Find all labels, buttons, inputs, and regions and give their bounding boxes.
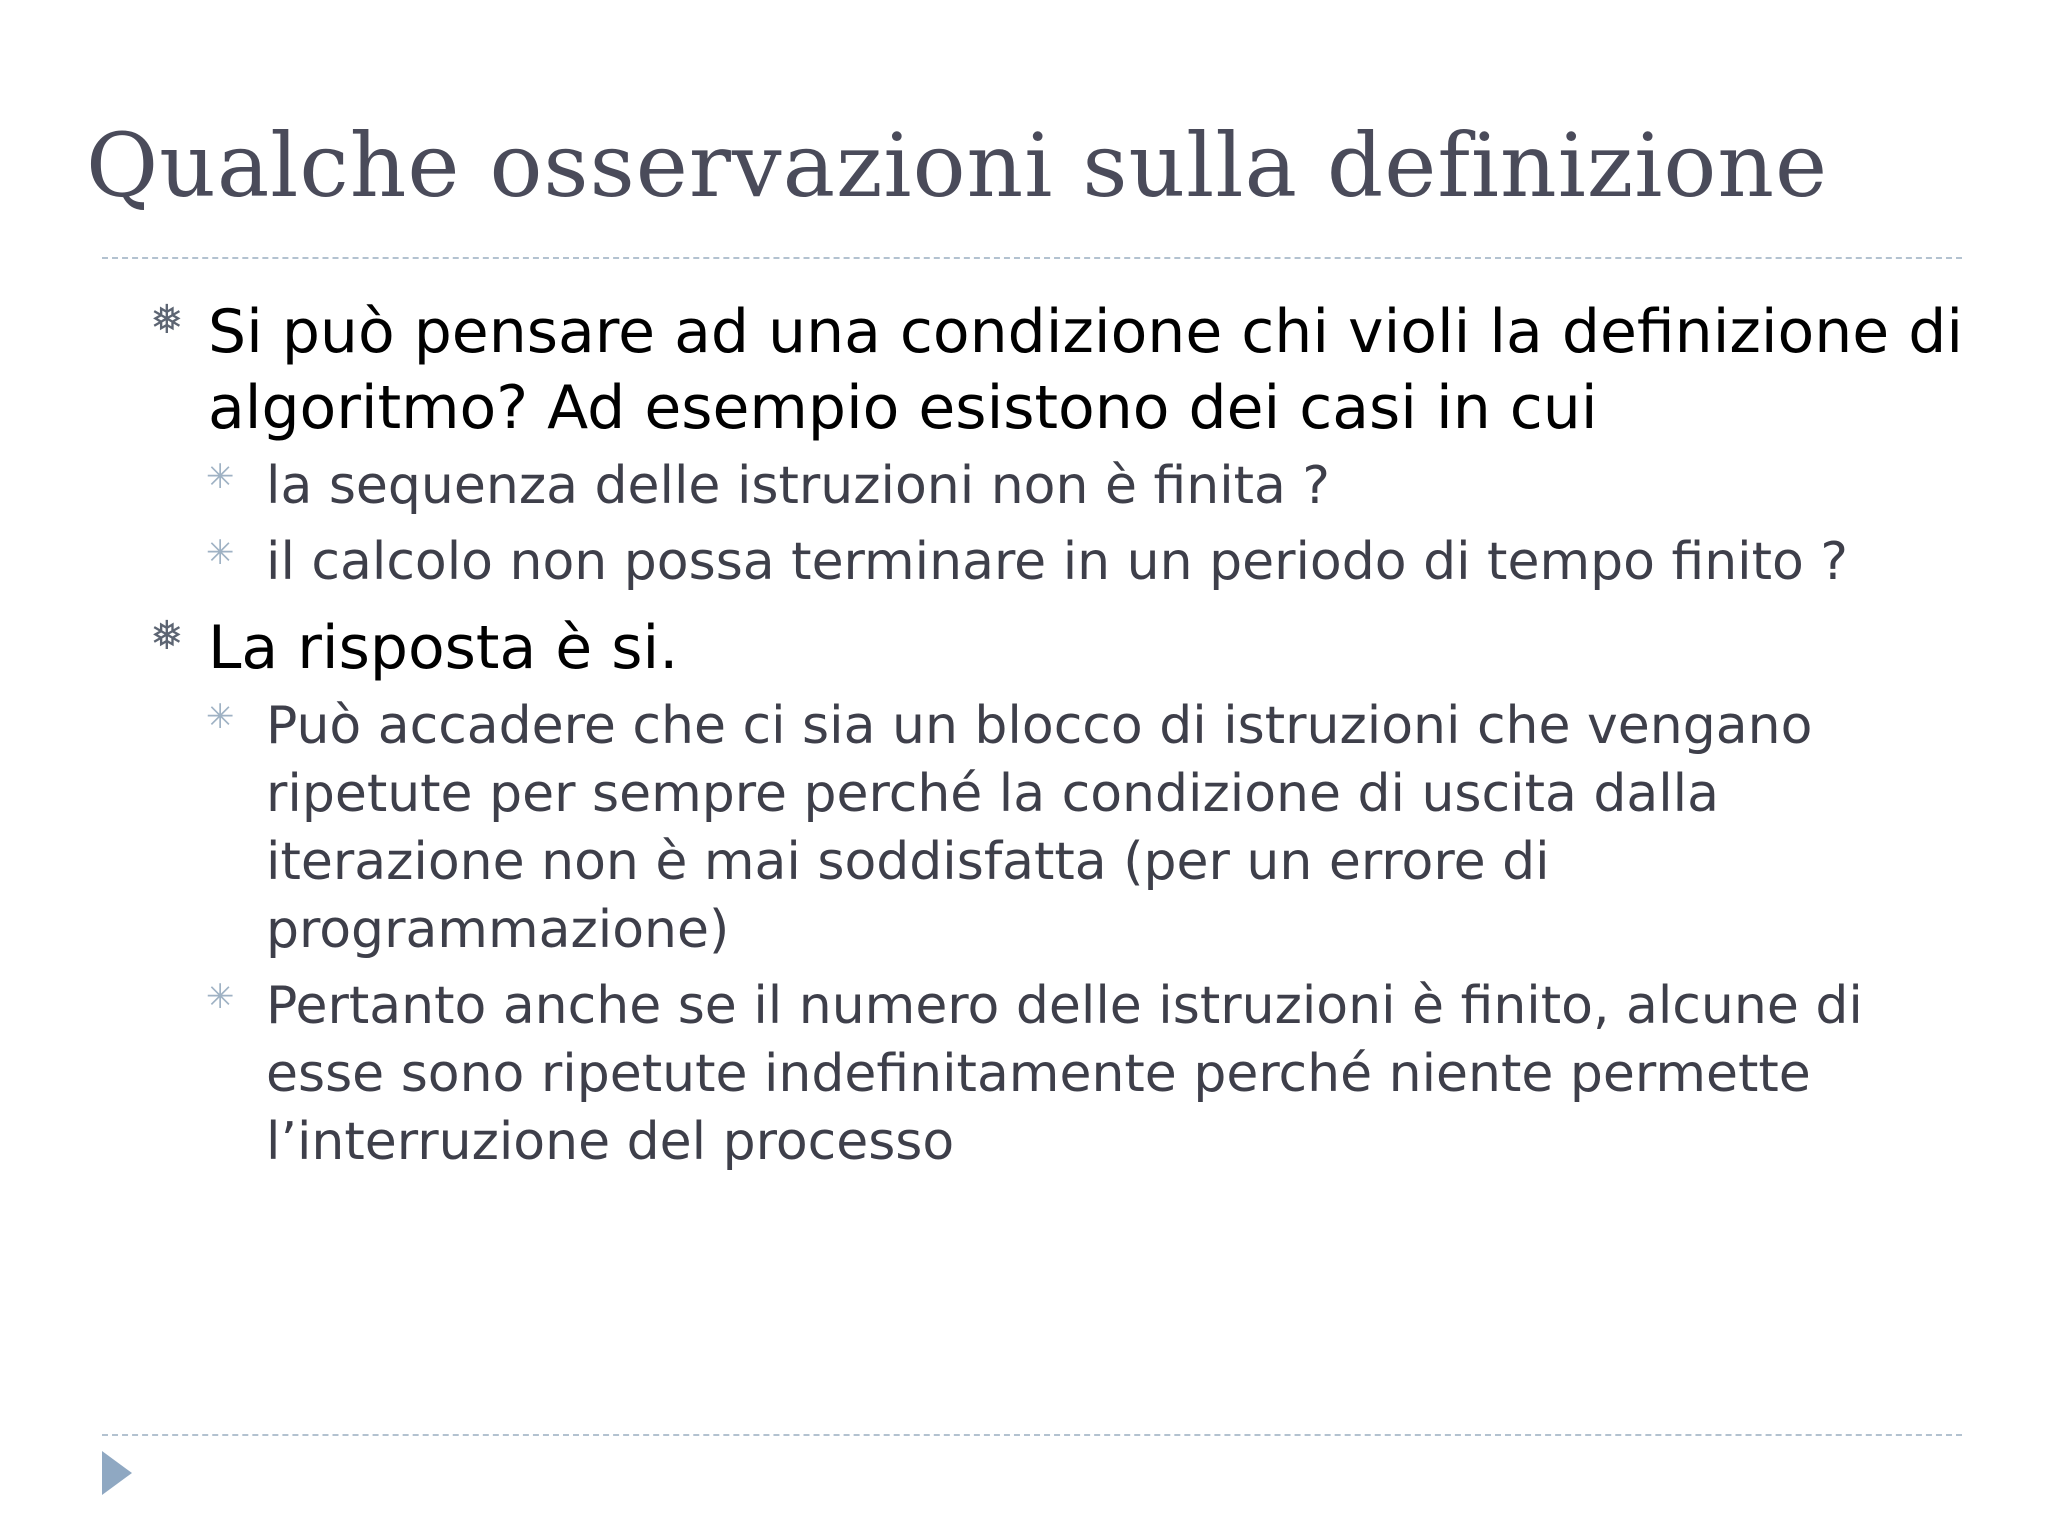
title-divider [102, 257, 1962, 259]
snowflake-bullet-icon: ❅ [150, 613, 184, 659]
subbullet-item [150, 452, 1970, 520]
subbullet-text: la sequenza delle istruzioni non è finita ? [266, 456, 1331, 516]
slide-title: Qualche osservazioni sulla definizione [86, 114, 1829, 217]
star-bullet-icon: ✳ [206, 457, 235, 497]
play-triangle-icon[interactable] [102, 1451, 132, 1495]
bullet-item [150, 610, 1970, 686]
subbullet-text: Pertanto anche se il numero delle istruzioni è finito, alcune di esse sono ripetute indefinitamente perché niente permette l’interruzione del processo [266, 976, 1863, 1172]
bullet-item [150, 294, 1970, 446]
bullet-text: Si può pensare ad una condizione chi violi la definizione di algoritmo? Ad esempio esistono dei casi in cui [208, 297, 1963, 443]
bullet-text: La risposta è si. [208, 613, 679, 683]
star-bullet-icon: ✳ [206, 977, 235, 1017]
star-bullet-icon: ✳ [206, 533, 235, 573]
subbullet-text: il calcolo non possa terminare in un periodo di tempo finito ? [266, 532, 1848, 592]
subbullet-item [150, 528, 1970, 596]
slide-body [150, 294, 1970, 1176]
subbullet-text: Può accadere che ci sia un blocco di istruzioni che vengano ripetute per sempre perché la condizione di uscita dalla iterazione non è mai soddisfatta (per un errore di programmazione) [266, 696, 1813, 960]
footer-divider [102, 1434, 1962, 1436]
star-bullet-icon: ✳ [206, 697, 235, 737]
subbullet-item [150, 692, 1970, 964]
subbullet-item [150, 972, 1970, 1176]
snowflake-bullet-icon: ❅ [150, 297, 184, 343]
